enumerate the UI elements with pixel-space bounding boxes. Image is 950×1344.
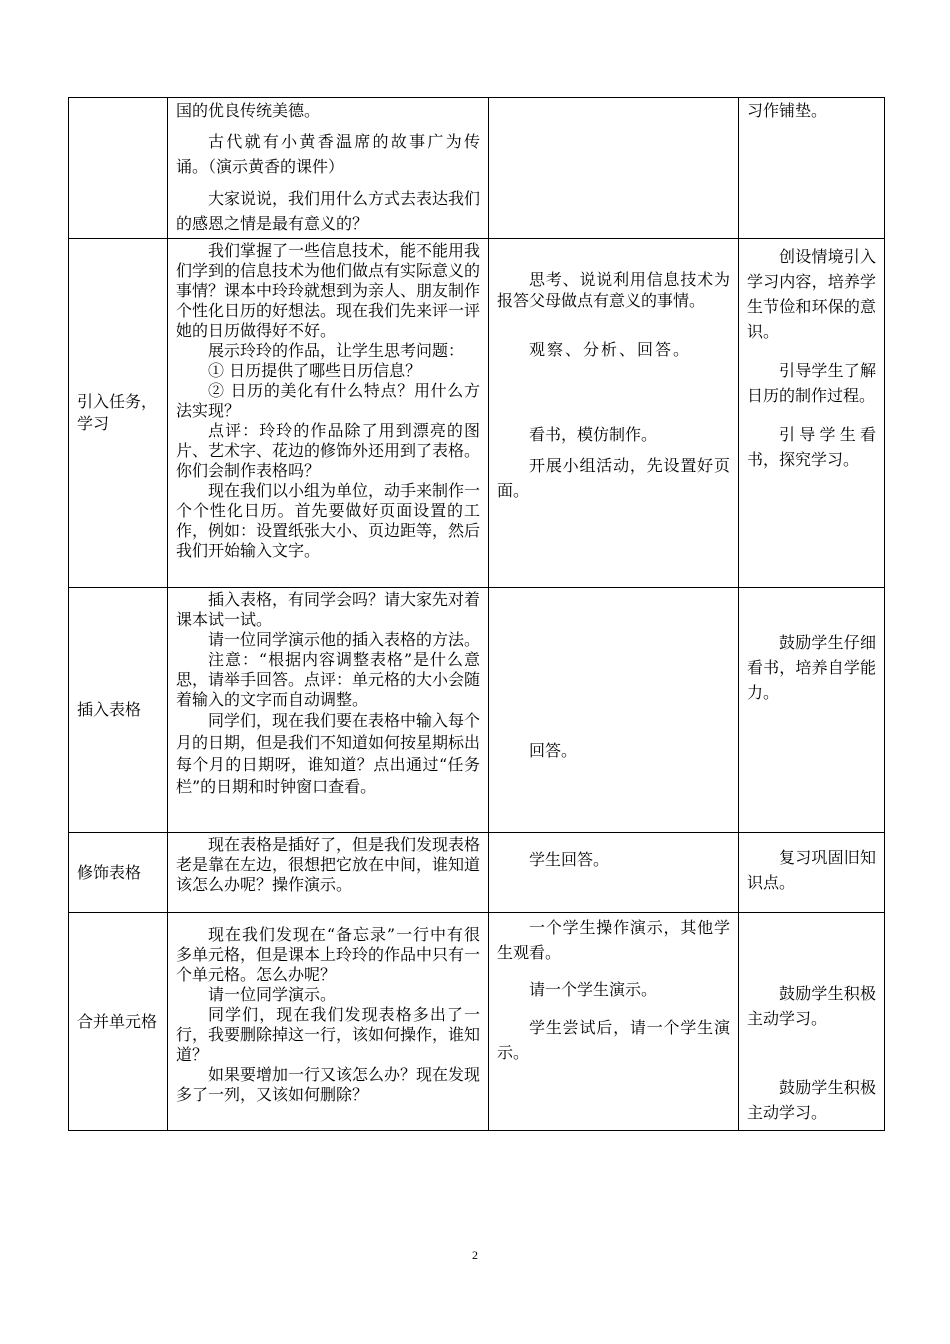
paragraph: 鼓励学生积极主动学习。 xyxy=(747,1078,876,1122)
paragraph: 复习巩固旧知识点。 xyxy=(747,848,876,892)
design-intent-cell xyxy=(739,913,885,1131)
paragraph: 学生尝试后，请一个学生演示。 xyxy=(497,1018,730,1062)
paragraph: 点评：玲玲的作品除了用到漂亮的图片、艺术字、花边的修饰外还用到了表格。你们会制作表格吗？ xyxy=(176,421,481,480)
stage-label: 引入任务，学习 xyxy=(77,392,158,433)
paragraph: 鼓励学生仔细看书，培养自学能力。 xyxy=(747,633,876,702)
paragraph: 回答。 xyxy=(529,741,578,760)
paragraph: 注意：“根据内容调整表格”是什么意思，请举手回答。点评：单元格的大小会随着输入的文字而自动调整。 xyxy=(176,650,481,709)
paragraph: 现在表格是插好了，但是我们发现表格老是靠在左边，很想把它放在中间，谁知道该怎么办呢？操作演示。 xyxy=(176,835,481,894)
student-activity-cell xyxy=(489,833,739,913)
paragraph: 古代就有小黄香温席的故事广为传诵。（演示黄香的课件） xyxy=(176,132,480,176)
paragraph: 插入表格，有同学会吗？请大家先对着课本试一试。 xyxy=(176,590,481,629)
paragraph: 鼓励学生积极主动学习。 xyxy=(747,984,876,1028)
paragraph: 引导学生看书，探究学习。 xyxy=(747,425,876,469)
paragraph: 如果要增加一行又该怎么办？现在发现多了一列，又该如何删除？ xyxy=(176,1065,481,1104)
lesson-plan-table xyxy=(68,97,885,1131)
student-activity-cell xyxy=(489,98,739,239)
student-activity-cell xyxy=(489,913,739,1131)
paragraph: 一个学生操作演示，其他学生观看。 xyxy=(497,918,730,962)
table-row xyxy=(69,913,885,1131)
paragraph: 习作铺垫。 xyxy=(747,101,828,120)
paragraph: 请一位同学演示。 xyxy=(208,985,337,1004)
stage-cell: 插入表格 xyxy=(69,588,168,833)
paragraph: 看书，模仿制作。 xyxy=(529,425,658,444)
design-intent-cell xyxy=(739,98,885,239)
paragraph: 请一位同学演示他的插入表格的方法。 xyxy=(208,630,481,649)
teacher-activity-cell xyxy=(168,98,489,239)
teacher-activity-cell xyxy=(168,239,489,588)
paragraph: 开展小组活动，先设置好页面。 xyxy=(497,456,730,500)
paragraph: 国的优良传统美德。 xyxy=(176,101,321,120)
stage-cell xyxy=(69,239,168,588)
table-row xyxy=(69,98,885,239)
design-intent-cell xyxy=(739,239,885,588)
paragraph: 观察、分析、回答。 xyxy=(529,340,692,359)
paragraph: 学生回答。 xyxy=(529,850,610,869)
design-intent-cell xyxy=(739,833,885,913)
paragraph: 我们掌握了一些信息技术，能不能用我们学到的信息技术为他们做点有实际意义的事情？课本中玲玲就想到为亲人、朋友制作个性化日历的好想法。现在我们先来评一评她的日历做得好不好。 xyxy=(176,241,481,340)
paragraph: 同学们，现在我们发现表格多出了一行，我要删除掉这一行，该如何操作，谁知道？ xyxy=(176,1005,481,1064)
paragraph: 大家说说，我们用什么方式去表达我们的感恩之情是最有意义的？ xyxy=(176,189,481,233)
student-activity-cell xyxy=(489,239,739,588)
stage-cell: 合并单元格 xyxy=(69,913,168,1131)
student-activity-cell xyxy=(489,588,739,833)
paragraph: 现在我们发现在“备忘录”一行中有很多单元格，但是课本上玲玲的作品中只有一个单元格。怎么办呢？ xyxy=(176,925,481,984)
paragraph: 请一个学生演示。 xyxy=(529,980,658,999)
teacher-activity-cell xyxy=(168,913,489,1131)
table-row xyxy=(69,588,885,833)
table-row xyxy=(69,239,885,588)
teacher-activity-cell xyxy=(168,833,489,913)
paragraph: ① 日历提供了哪些日历信息？ xyxy=(208,361,422,380)
paragraph: 引导学生了解日历的制作过程。 xyxy=(747,361,876,405)
page-number: 2 xyxy=(472,1248,478,1262)
paragraph: 同学们，现在我们要在表格中输入每个月的日期，但是我们不知道如何按星期标出每个月的日期呀，谁知道？点出通过“任务栏”的日期和时钟窗口查看。 xyxy=(176,711,481,796)
teacher-activity-cell xyxy=(168,588,489,833)
paragraph: 思考、说说利用信息技术为报答父母做点有意义的事情。 xyxy=(497,270,730,310)
table-row xyxy=(69,833,885,913)
design-intent-cell xyxy=(739,588,885,833)
paragraph: ② 日历的美化有什么特点？用什么方法实现？ xyxy=(176,381,480,420)
stage-cell xyxy=(69,98,168,239)
paragraph: 现在我们以小组为单位，动手来制作一个个性化日历。首先要做好页面设置的工作，例如：设置纸张大小、页边距等，然后我们开始输入文字。 xyxy=(176,481,481,560)
paragraph: 展示玲玲的作品，让学生思考问题： xyxy=(208,341,465,360)
paragraph: 创设情境引入学习内容，培养学生节俭和环保的意识。 xyxy=(747,247,876,341)
stage-cell: 修饰表格 xyxy=(69,833,168,913)
